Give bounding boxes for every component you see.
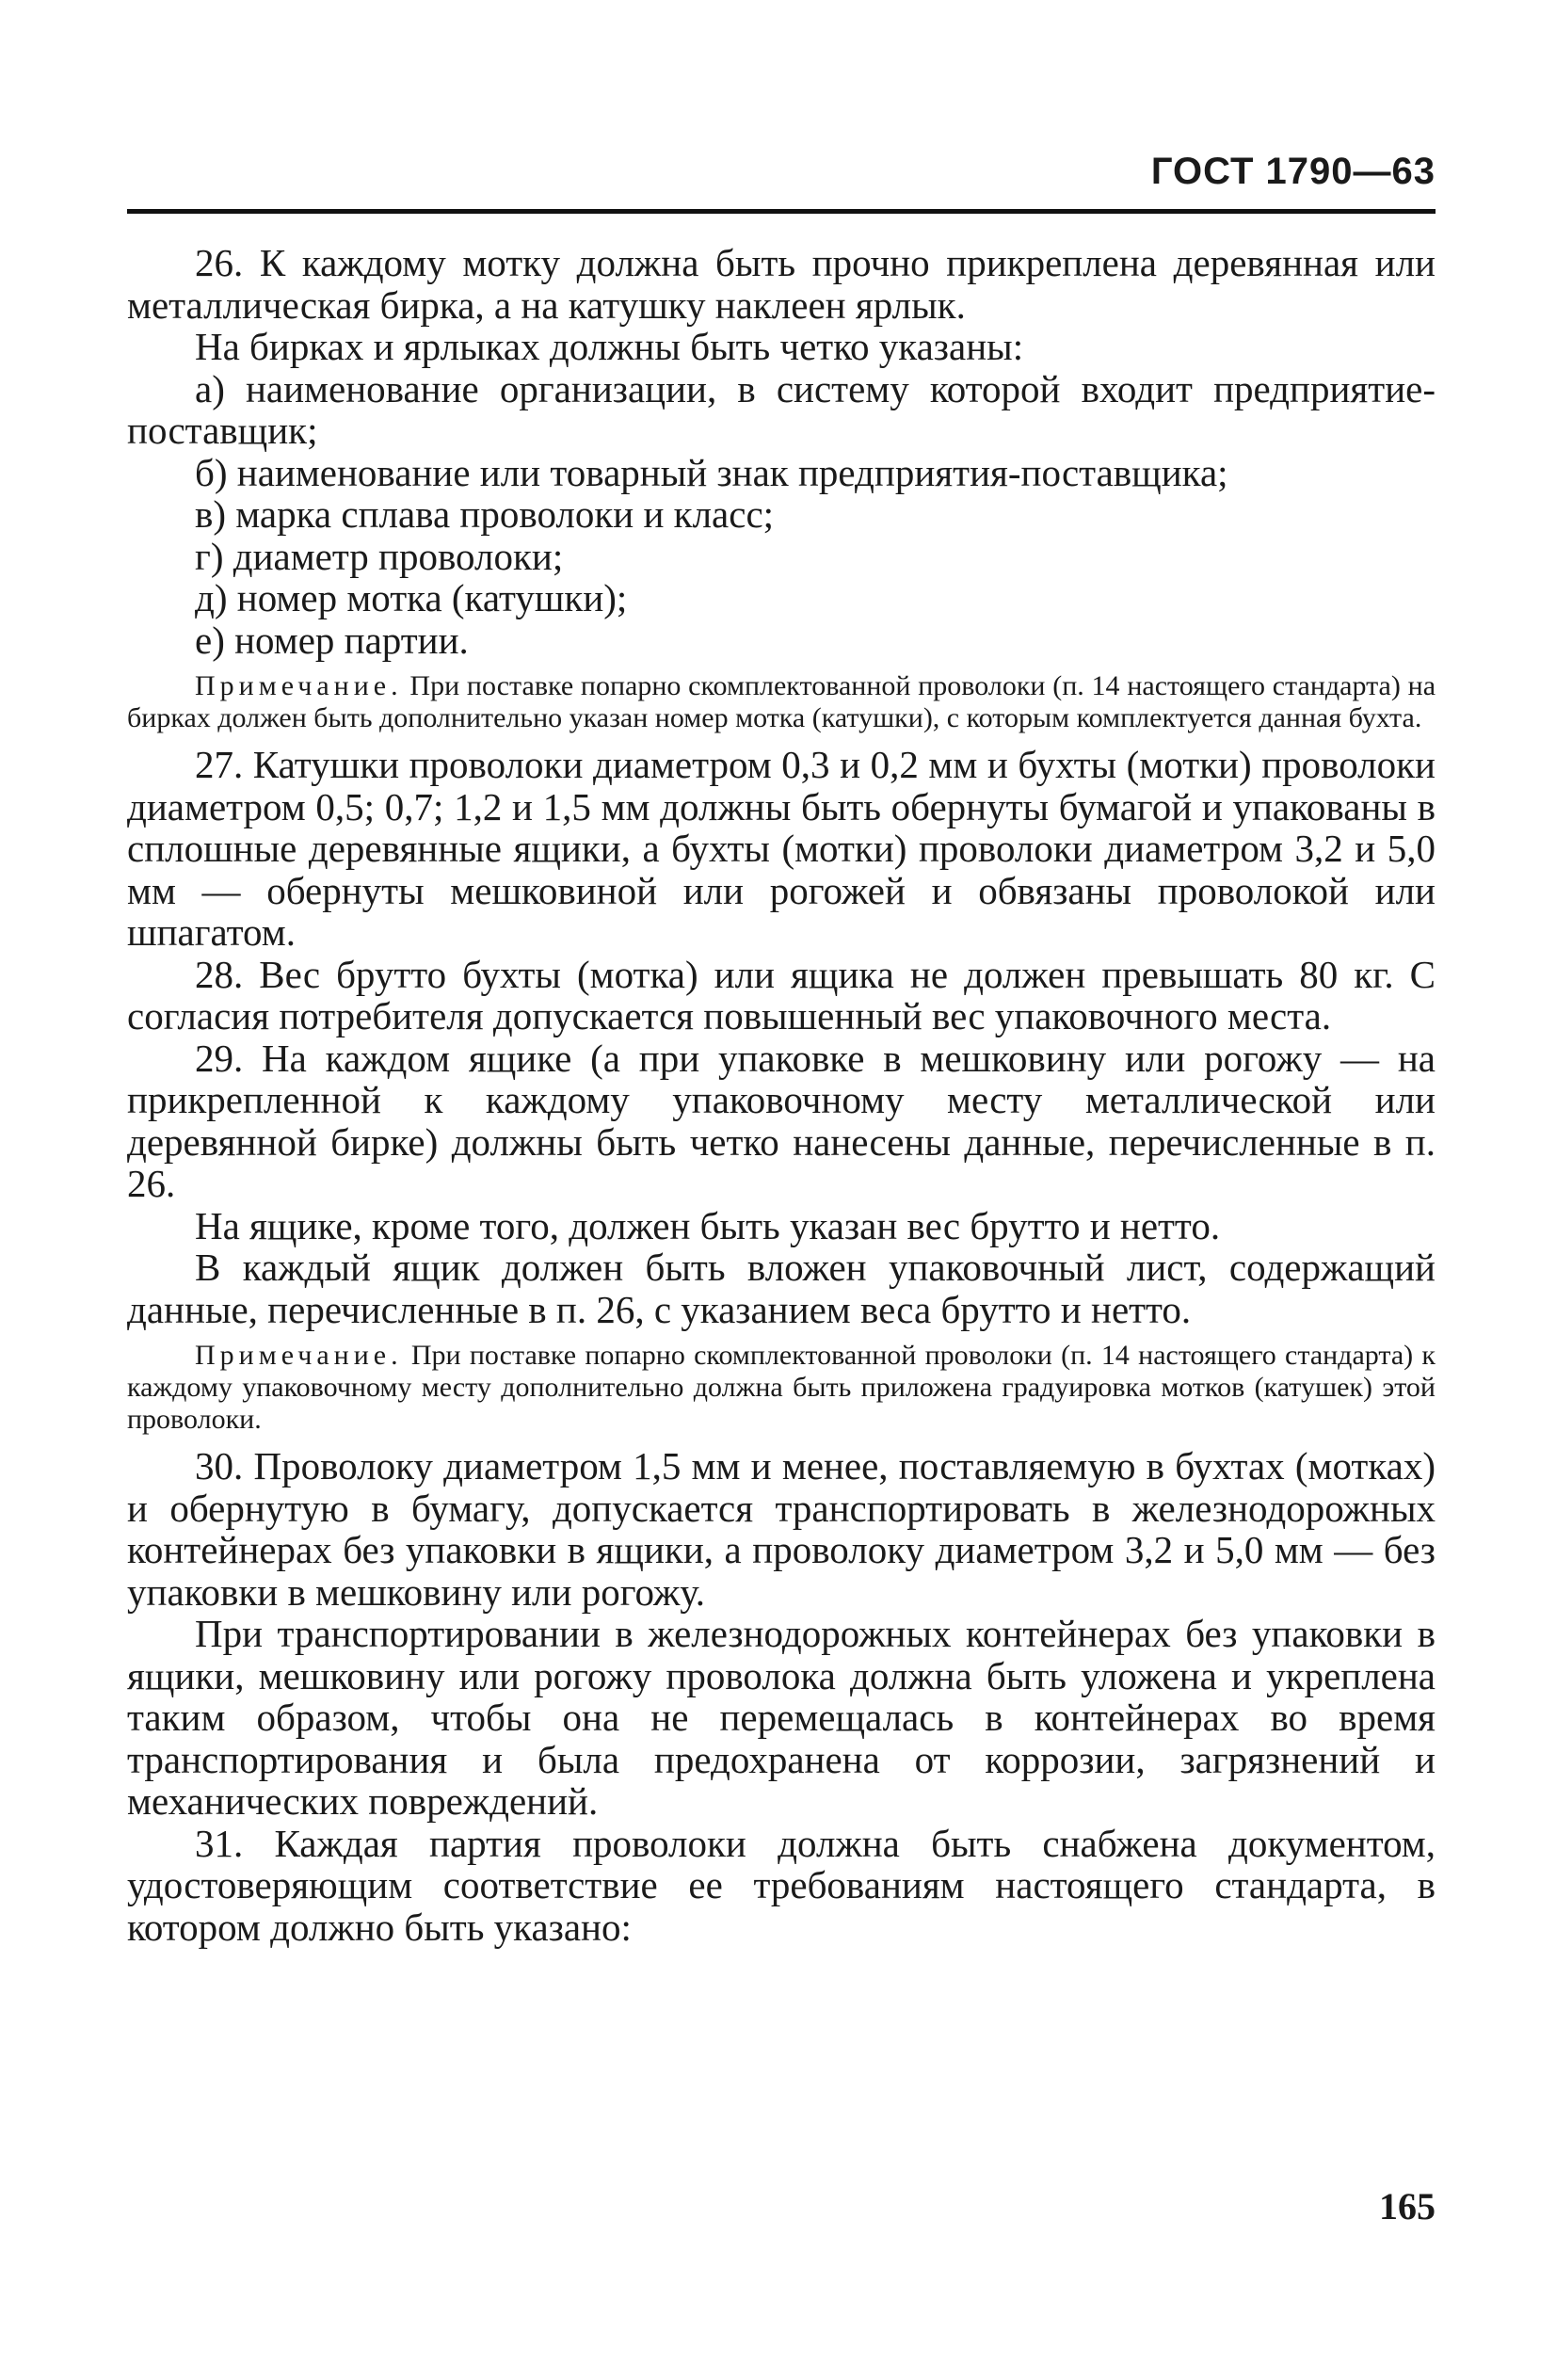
note-text: При поставке попарно скомплектованной проволоки (п. 14 настоящего стандарта) к каждому упаковочному месту дополнительно должна быть приложена градуировка мотков (катушек) этой проволоки. <box>127 1340 1436 1435</box>
standard-code-header: ГОСТ 1790—63 <box>1150 151 1436 192</box>
list-item: е) номер партии. <box>195 618 469 662</box>
section-31-text: 31. Каждая партия проволоки должна быть снабжена документом, удостоверяющим соответствие ее требованиям настоящего стандарта, в котором должно быть указано: <box>127 1821 1436 1949</box>
section-30-text-2: При транспортировании в железнодорожных контейнерах без упаковки в ящики, мешковину или рогожу проволока должна быть уложена и укреплена таким образом, чтобы она не перемещалась в контейнерах во время транспортирования и была предохранена от коррозии, загрязнений и механических повреждений. <box>127 1612 1436 1823</box>
section-26-intro: 26. К каждому мотку должна быть прочно прикреплена деревянная или металлическая бирка, а на катушку наклеен ярлык. <box>127 241 1436 327</box>
section-26-note <box>127 670 1436 734</box>
list-item: в) марка сплава проволоки и класс; <box>195 492 775 536</box>
section-29-text-3: В каждый ящик должен быть вложен упаковочный лист, содержащий данные, перечисленные в п. 26, с указанием веса брутто и нетто. <box>127 1246 1436 1331</box>
section-29-text-1: 29. На каждом ящике (а при упаковке в мешковину или рогожу — на прикрепленной к каждому упаковочному месту металлической или деревянной бирке) должны быть четко нанесены данные, перечисленные в п. 26. <box>127 1036 1436 1205</box>
note-label: Примечание. <box>195 670 403 701</box>
section-30-text-1: 30. Проволоку диаметром 1,5 мм и менее, поставляемую в бухтах (мотках) и обернутую в бумагу, допускается транспортировать в железнодорожных контейнерах без упаковки в ящики, а проволоку диаметром 3,2 и 5,0 мм — без упаковки в мешковину или рогожу. <box>127 1444 1436 1614</box>
list-item: г) диаметр проволоки; <box>195 534 564 578</box>
section-29-text-2: На ящике, кроме того, должен быть указан вес брутто и нетто. <box>195 1203 1221 1247</box>
note-text: При поставке попарно скомплектованной проволоки (п. 14 настоящего стандарта) на бирках должен быть дополнительно указан номер мотка (катушки), с которым комплектуется данная бухта. <box>127 670 1436 733</box>
document-body <box>127 242 1436 1948</box>
section-26-list <box>127 368 1436 662</box>
section-28-text: 28. Вес брутто бухты (мотка) или ящика не должен превышать 80 кг. С согласия потребителя допускается повышенный вес упаковочного места. <box>127 952 1436 1037</box>
header-rule <box>127 209 1436 214</box>
note-label: Примечание. <box>195 1340 403 1371</box>
section-27-text: 27. Катушки проволоки диаметром 0,3 и 0,2 мм и бухты (мотки) проволоки диаметром 0,5; 0,7; 1,2 и 1,5 мм должны быть обернуты бумагой и упакованы в сплошные деревянные ящики, а бухты (мотки) проволоки диаметром 3,2 и 5,0 мм — обернуты мешковиной или рогожей и обвязаны проволокой или шпагатом. <box>127 743 1436 954</box>
section-29-note <box>127 1340 1436 1436</box>
list-item: д) номер мотка (катушки); <box>195 576 628 619</box>
list-item: а) наименование организации, в систему которой входит предприятие-поставщик; <box>127 366 1436 452</box>
list-item: б) наименование или товарный знак предприятия-поставщика; <box>195 450 1228 494</box>
section-26-list-intro: На бирках и ярлыках должны быть четко указаны: <box>195 325 1024 368</box>
page-number: 165 <box>1379 2185 1436 2227</box>
